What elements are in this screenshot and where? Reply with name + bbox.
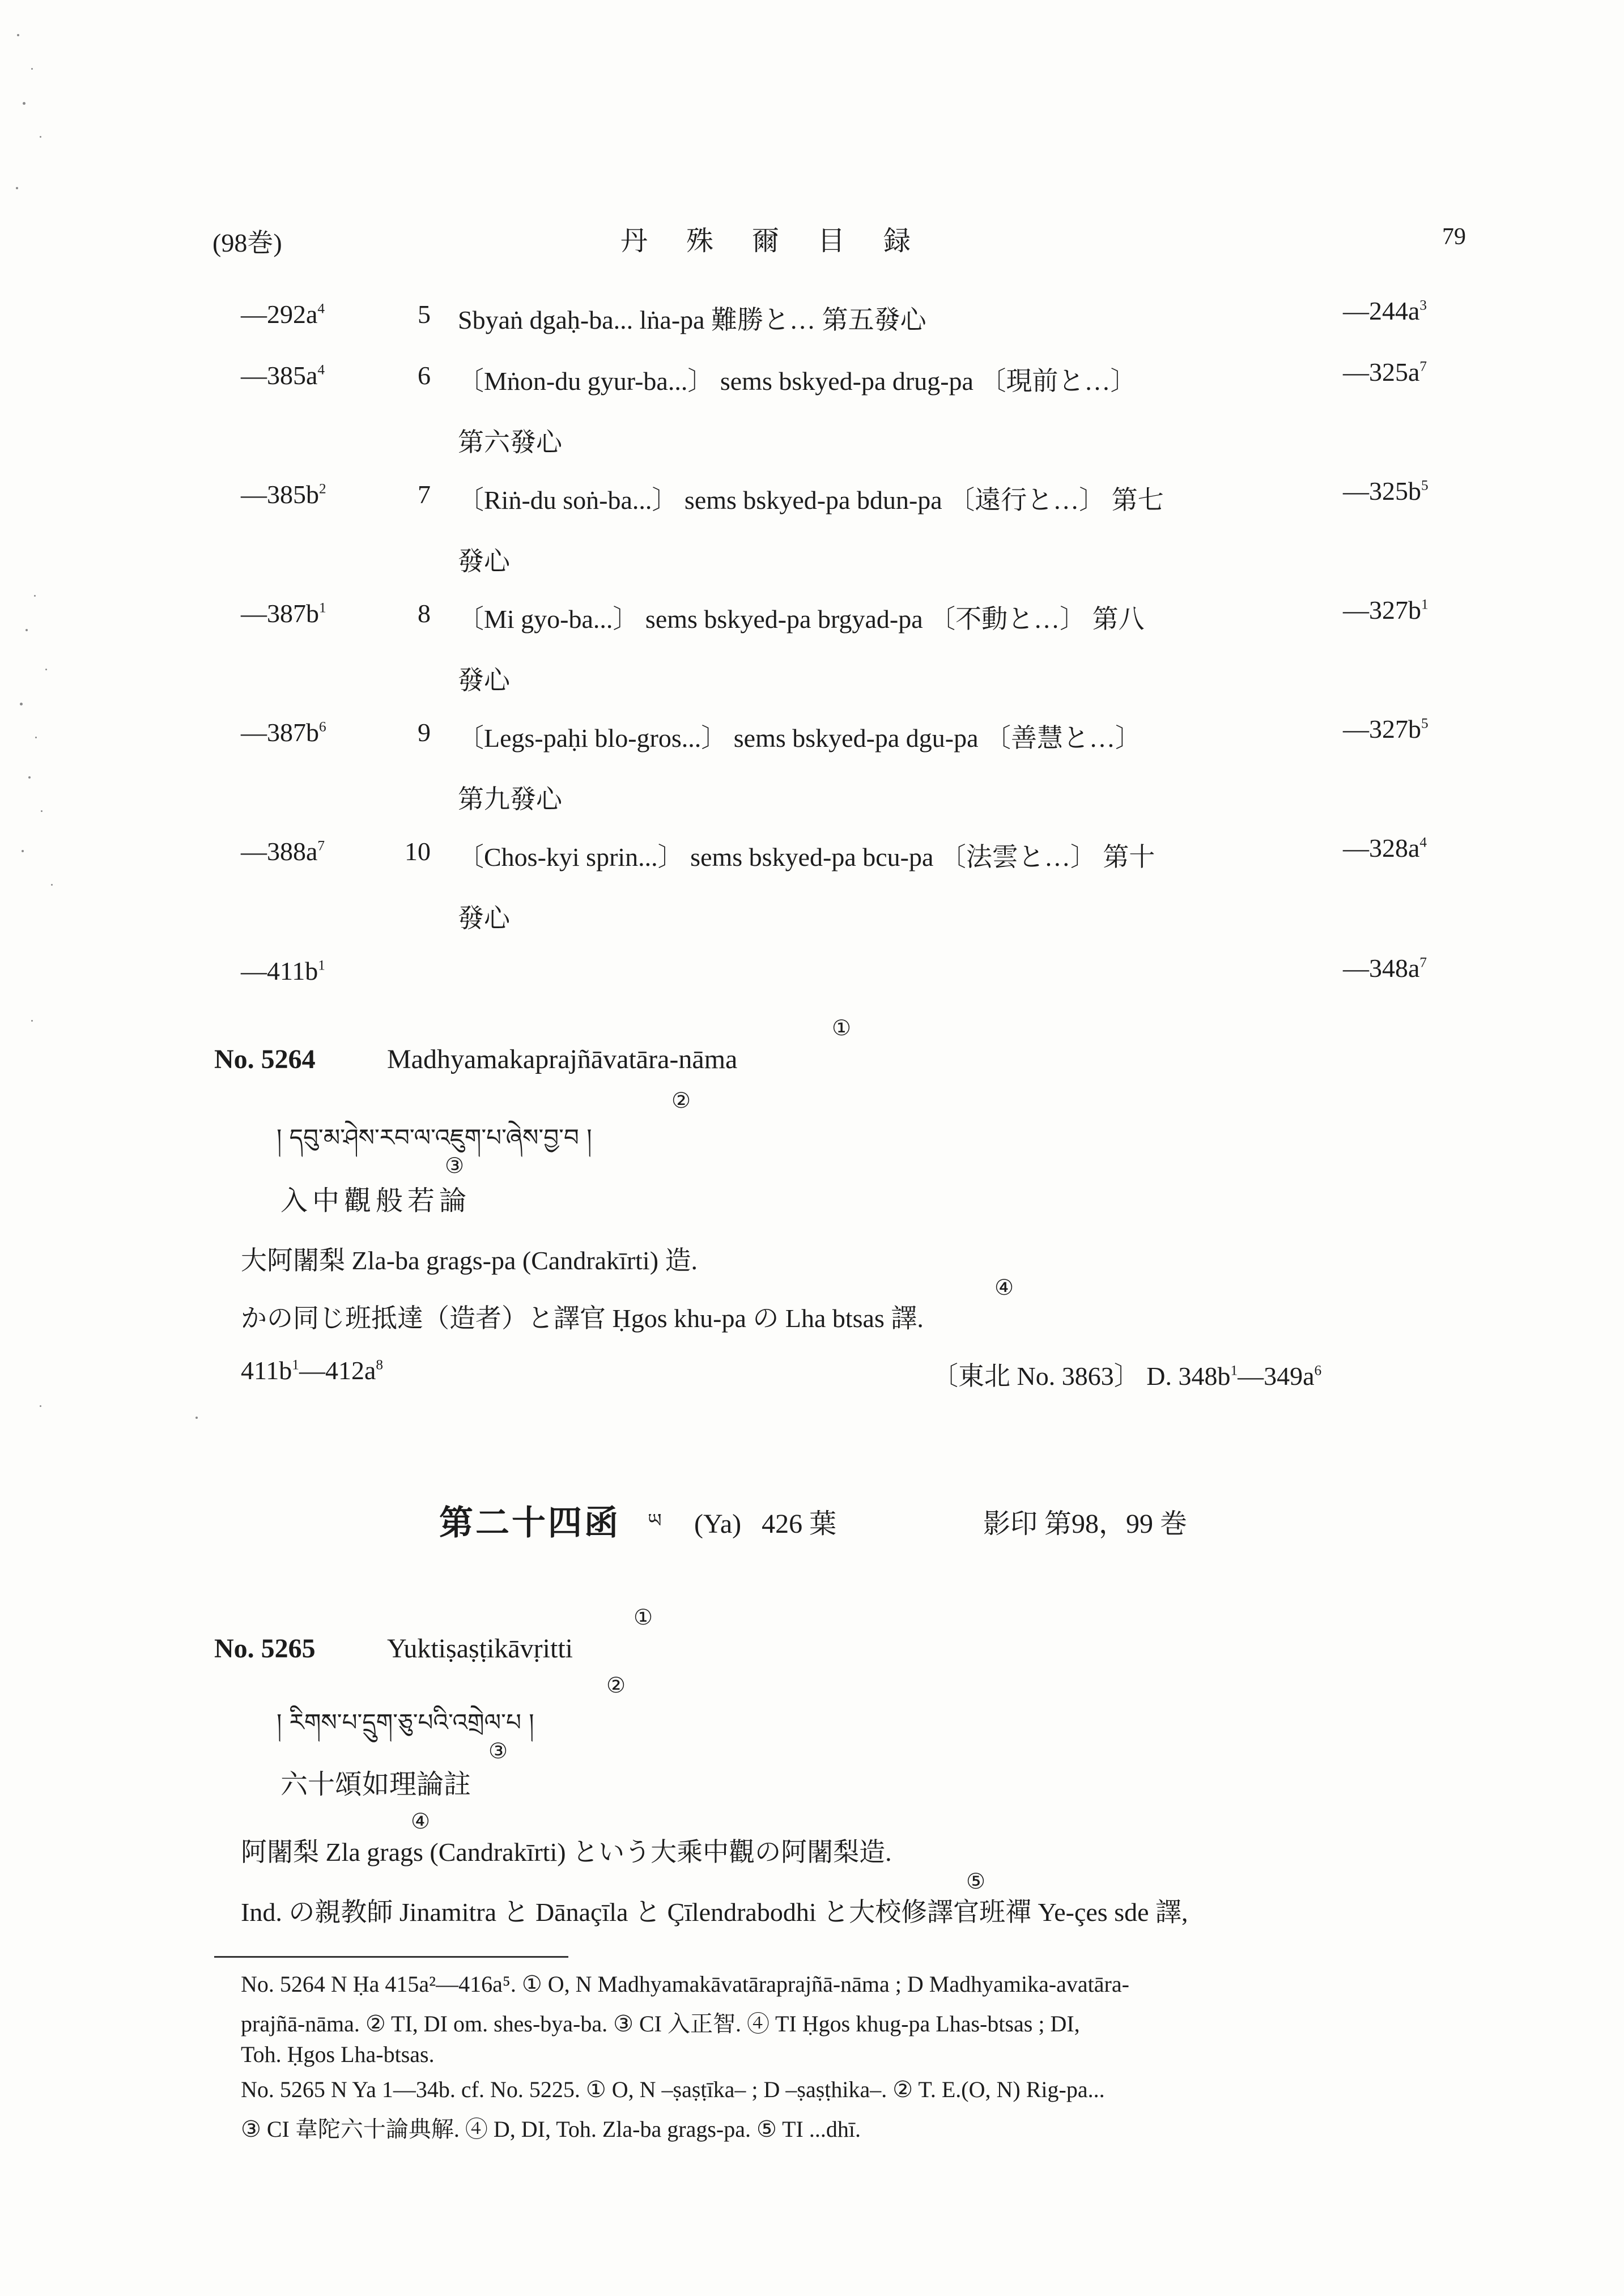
derge-end: —349a — [1238, 1362, 1315, 1391]
toc-ref-right — [1343, 714, 1429, 744]
footnote-mark-4: ④ — [994, 1275, 1014, 1300]
catalog-title: 丹 殊 爾 目 録 — [620, 226, 927, 256]
toc-ref-right-text: —325a — [1343, 358, 1420, 386]
footnote-mark-3-5265: ③ — [488, 1738, 508, 1763]
toc-ref-left — [241, 299, 325, 329]
toc-ref-right — [1343, 595, 1429, 625]
toc-ref-left-text: —292a — [241, 300, 318, 329]
toc-ref-right-sup: 7 — [1419, 358, 1427, 375]
footnote-line: No. 5265 N Ya 1—34b. cf. No. 5225. ① O, N –ṣaṣṭīka– ; D –ṣaṣṭhika–. ② T. E.(O, N) Rig-pa... — [241, 2077, 1105, 2102]
toc-ref-left-sup: 4 — [317, 300, 325, 317]
toc-ref-right-sup: 1 — [1421, 596, 1429, 613]
section-title: 第二十四函 — [439, 1504, 620, 1542]
toc-entry-continuation: 發心 — [458, 904, 510, 933]
toc-end-left — [241, 956, 325, 986]
derge-start: 〔東北 No. 3863〕 D. 348b — [932, 1362, 1231, 1391]
footnote-mark-2-5265: ② — [606, 1673, 626, 1698]
page-number: 79 — [1442, 224, 1466, 250]
scan-speck — [28, 776, 31, 779]
entry-5264-folio — [241, 1355, 383, 1385]
toc-ref-left-sup: 7 — [317, 837, 325, 854]
scan-speck — [31, 68, 33, 70]
scan-speck — [16, 187, 18, 189]
folio-end-sup: 8 — [376, 1357, 384, 1373]
footnote-mark-2: ② — [671, 1088, 691, 1113]
toc-entry-text: 〔Riṅ-du soṅ-ba...〕 sems bskyed-pa bdun-pa 〔遠行と…〕 第七 — [458, 486, 1164, 515]
toc-ref-right-text: —325b — [1343, 477, 1421, 505]
scan-speck — [195, 1417, 198, 1419]
toc-entry-text: 〔Legs-paḥi blo-gros...〕 sems bskyed-pa dgu-pa 〔善慧と…〕 — [458, 724, 1142, 752]
entry-5264-translators: かの同じ班抵達（造者）と譯官 Ḥgos khu-pa の Lha btsas 譯. — [241, 1304, 924, 1333]
scan-speck — [23, 102, 25, 105]
toc-ref-right-text: —328a — [1343, 834, 1420, 862]
section-tibetan-letter: ཡ — [648, 1510, 662, 1532]
toc-ref-left-sup: 2 — [319, 481, 326, 497]
folio-start: 411b — [241, 1356, 292, 1385]
scan-speck — [40, 1405, 41, 1407]
toc-entry-text: 〔Chos-kyi sprin...〕 sems bskyed-pa bcu-pa 〔法雲と…〕 第十 — [458, 843, 1155, 871]
toc-step-number: 9 — [418, 718, 431, 747]
derge-end-sup: 6 — [1314, 1362, 1322, 1379]
footnote-mark-5-5265: ⑤ — [966, 1869, 986, 1894]
entry-5265-chinese-title: 六十頌如理論註 — [280, 1770, 471, 1800]
toc-entry-continuation: 發心 — [458, 547, 510, 576]
footnote-mark-4-5265: ④ — [411, 1809, 431, 1834]
toc-ref-left-text: —387b — [241, 718, 319, 747]
scan-speck — [25, 629, 28, 631]
folio-start-sup: 1 — [292, 1357, 299, 1373]
toc-ref-right — [1343, 296, 1427, 326]
scan-speck — [20, 703, 23, 705]
toc-ref-left-text: —385a — [241, 361, 318, 390]
toc-step-number: 10 — [405, 837, 431, 866]
toc-ref-left — [241, 717, 326, 747]
toc-ref-right-sup: 5 — [1421, 715, 1429, 732]
section-facsimile: 影印 第98，99 巻 — [983, 1509, 1188, 1539]
footnote-mark-3: ③ — [445, 1153, 465, 1178]
footnote-mark-1-5265: ① — [634, 1605, 653, 1630]
toc-ref-left — [241, 598, 326, 628]
toc-ref-right-text: —327b — [1343, 715, 1421, 743]
volume-label: (98巻) — [212, 228, 282, 257]
scan-speck — [35, 737, 37, 738]
toc-ref-left-sup: 1 — [319, 599, 326, 616]
toc-ref-left-sup: 4 — [317, 362, 325, 378]
section-folio-count: (Ya) 426 葉 — [694, 1509, 837, 1539]
scan-speck — [34, 595, 36, 597]
entry-5264-chinese-title: 入中觀般若論 — [280, 1186, 471, 1216]
scan-speck — [41, 810, 42, 812]
toc-end-left-sup: 1 — [318, 957, 325, 973]
toc-entry-text: 〔Mṅon-du gyur-ba...〕 sems bskyed-pa drug-pa 〔現前と…〕 — [458, 367, 1137, 396]
toc-entry-text: 〔Mi gyo-ba...〕 sems bskyed-pa brgyad-pa 〔不動と…〕 第八 — [458, 605, 1145, 633]
toc-step-number: 5 — [418, 300, 431, 329]
toc-end-right — [1343, 953, 1427, 983]
toc-ref-right-sup: 4 — [1419, 834, 1427, 851]
toc-ref-right-text: —244a — [1343, 296, 1420, 325]
toc-entry-continuation: 發心 — [458, 666, 510, 695]
entry-5264-title: Madhyamakaprajñāvatāra-nāma — [387, 1044, 738, 1074]
toc-entry-text: Sbyaṅ dgaḥ-ba... lṅa-pa 難勝と… 第五發心 — [458, 305, 926, 334]
toc-ref-left-text: —387b — [241, 599, 319, 628]
toc-end-right-sup: 7 — [1419, 954, 1427, 971]
toc-ref-left-text: —388a — [241, 837, 318, 866]
entry-5265-tibetan: ། རིགས་པ་དྲུག་ཅུ་པའི་འགྲེལ་པ ། — [277, 1708, 534, 1736]
toc-entry-continuation: 第六發心 — [458, 428, 562, 457]
toc-entry-continuation: 第九發心 — [458, 785, 562, 814]
footnote-rule — [214, 1956, 568, 1958]
footnote-line: No. 5264 N Ḥa 415a²—416a⁵. ① O, N Madhyamakāvatāraprajñā-nāma ; D Madhyamika-avatāra- — [241, 1971, 1129, 1997]
scan-speck — [22, 850, 24, 852]
toc-ref-right — [1343, 357, 1427, 387]
toc-end-right-ref: —348a — [1343, 954, 1420, 983]
footnote-line: prajñā-nāma. ② TI, DI om. shes-bya-ba. ③ CI 入正智. ④ TI Ḥgos khug-pa Lhas-btsas ; DI, — [241, 2011, 1080, 2036]
scan-speck — [51, 884, 53, 886]
entry-5264-tibetan: ། དབུ་མ་ཤེས་རབ་ལ་འཇུག་པ་ཞེས་བྱ་བ ། — [277, 1124, 592, 1151]
toc-step-number: 6 — [418, 361, 431, 390]
toc-ref-left — [241, 479, 326, 509]
footnote-line: ③ CI 韋陀六十論典解. ④ D, DI, Toh. Zla-ba grags-pa. ⑤ TI ...dhī. — [241, 2116, 861, 2142]
entry-5265-title: Yuktiṣaṣṭikāvṛitti — [387, 1634, 573, 1664]
scan-speck — [31, 1020, 33, 1022]
entry-5265-author: 阿闍梨 Zla grags (Candrakīrti) という大乘中觀の阿闍梨造. — [241, 1838, 892, 1866]
entry-5264-author: 大阿闍梨 Zla-ba grags-pa (Candrakīrti) 造. — [241, 1246, 698, 1275]
entry-5265-number: No. 5265 — [214, 1634, 316, 1664]
footnote-mark-1: ① — [832, 1015, 852, 1040]
toc-ref-left — [241, 836, 325, 866]
toc-ref-left-sup: 6 — [319, 718, 326, 735]
entry-5265-translators: Ind. の親教師 Jinamitra と Dānaçīla と Çīlendrabodhi と大校修譯官班禪 Ye-çes sde 譯, — [241, 1898, 1188, 1927]
toc-ref-right — [1343, 833, 1427, 863]
folio-end: —412a — [299, 1356, 376, 1385]
toc-end-left-ref: —411b — [241, 956, 318, 985]
footnote-line: Toh. Ḥgos Lha-btsas. — [241, 2042, 435, 2067]
entry-5264-derge — [932, 1355, 1321, 1393]
toc-step-number: 8 — [418, 599, 431, 628]
toc-step-number: 7 — [418, 480, 431, 509]
scan-speck — [40, 136, 41, 138]
toc-ref-right-sup: 5 — [1421, 477, 1429, 494]
derge-start-sup: 1 — [1230, 1362, 1238, 1379]
toc-ref-left-text: —385b — [241, 480, 319, 509]
toc-ref-right-text: —327b — [1343, 596, 1421, 624]
scan-speck — [17, 34, 19, 36]
toc-ref-right — [1343, 476, 1429, 506]
scan-speck — [45, 669, 47, 670]
toc-ref-left — [241, 360, 325, 390]
toc-ref-right-sup: 3 — [1419, 297, 1427, 313]
entry-5264-number: No. 5264 — [214, 1044, 316, 1074]
